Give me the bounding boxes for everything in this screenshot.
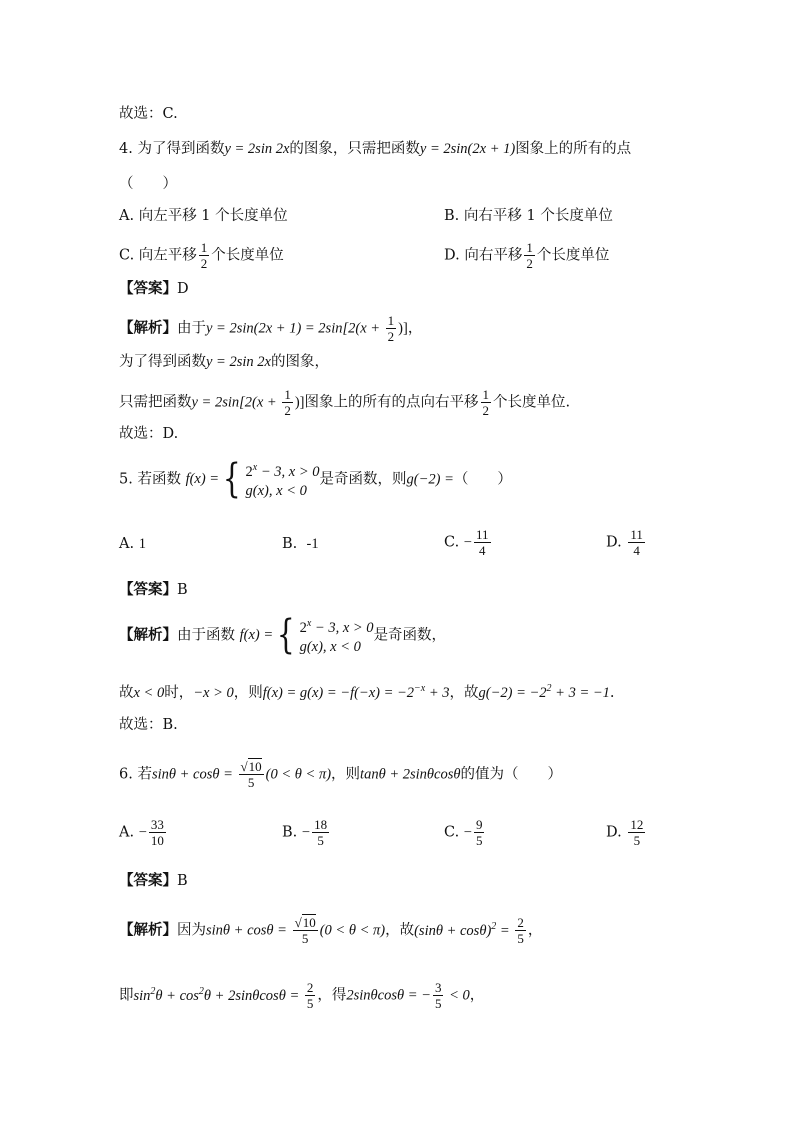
analysis-text: 为了得到函数 <box>119 354 206 370</box>
q4-answer <box>119 279 189 299</box>
case-1: $2^x - 3$, x > 0 <box>299 618 374 636</box>
math-expression: y = 2sin[2(x + <box>191 394 281 411</box>
q4-option-b <box>444 206 613 226</box>
analysis-tag: 【解析】 <box>119 319 177 337</box>
denominator: 2 <box>284 403 291 418</box>
option-label: A. <box>119 824 135 841</box>
answer-blank: （ ） <box>503 766 562 783</box>
denominator: 5 <box>306 996 314 1011</box>
cases <box>246 458 320 501</box>
answer-value: D <box>177 281 189 297</box>
fraction <box>628 818 645 847</box>
fraction <box>474 528 491 557</box>
denominator: 2 <box>200 256 208 271</box>
math-expression: tanθ + 2sinθcosθ <box>360 766 461 783</box>
q3-conclusion <box>119 104 178 124</box>
option-text: 向左平移 <box>138 247 197 264</box>
option-label: C. <box>444 534 460 551</box>
analysis-text: 图象上的所有的点向右平移 <box>304 394 479 411</box>
q5-conclusion <box>119 715 178 735</box>
q5-option-a <box>119 534 146 554</box>
question-number: 4. <box>119 141 133 157</box>
cases <box>300 614 374 657</box>
numerator: 33 <box>150 817 164 832</box>
numerator: 1 <box>387 313 395 328</box>
analysis-text: 由于函数 <box>177 627 235 644</box>
numerator: 3 <box>434 980 442 995</box>
fraction <box>305 981 316 1010</box>
math-expression: sinθ + cosθ = <box>206 922 291 939</box>
math-expression: (0 < θ < π) <box>265 766 332 783</box>
q4-option-d <box>444 241 609 270</box>
math-expression: $g(-2) = -2^2 + 3 = -1$ <box>478 683 610 701</box>
analysis-text: 的图象， <box>270 354 329 370</box>
math-expression: y = 2sin(2x + 1) <box>419 141 516 157</box>
stem-text: 为了得到函数 <box>137 141 225 157</box>
option-label: B. <box>282 824 298 841</box>
math-expression: −x > 0 <box>193 684 234 701</box>
q4-analysis-line1 <box>119 314 422 343</box>
option-label: C. <box>119 247 135 264</box>
numerator: 1 <box>284 387 291 402</box>
answer-blank: （ ） <box>453 471 512 488</box>
q4-option-c <box>119 241 284 270</box>
denominator: 5 <box>475 833 483 848</box>
conclusion-text: 故选：C. <box>119 106 178 122</box>
option-value: 1 <box>138 536 146 552</box>
fraction <box>524 241 535 270</box>
case-1: $2^x - 3$, x > 0 <box>245 462 320 480</box>
analysis-text: 由于 <box>177 320 206 337</box>
q6-stem: 6. 若sinθ + cosθ = $\frac{√10}{5}$ (0 < θ < π)，则tanθ + 2sinθcosθ的值为（ ） <box>119 759 562 790</box>
option-label: B. <box>282 536 298 552</box>
math-expression: y = 2sin(2x + 1) = 2sin[2(x + <box>206 320 384 337</box>
option-label: B. <box>444 208 460 224</box>
fraction: $\frac{√10}{5}$ <box>294 915 316 946</box>
q5-answer <box>119 580 188 600</box>
option-text: 向右平移 1 个长度单位 <box>463 208 613 224</box>
fraction <box>199 241 210 270</box>
numerator: 11 <box>630 527 643 542</box>
analysis-tag: 【解析】 <box>119 626 177 644</box>
stem-text: 若 <box>137 766 152 783</box>
denominator: 2 <box>387 329 395 344</box>
option-label: D. <box>444 247 460 264</box>
conclusion-text: 故选：D. <box>119 426 179 442</box>
analysis-tag: 【解析】 <box>119 921 177 939</box>
math-expression: )] <box>294 394 305 411</box>
q5-analysis-line1 <box>119 614 446 657</box>
q6-option-a: A. − $\frac{33}{10}$ <box>119 817 164 848</box>
q4-paren <box>119 174 177 194</box>
math-expression: y = 2sin 2x <box>224 141 290 157</box>
option-text: 向左平移 1 个长度单位 <box>138 208 288 224</box>
math-expression: sinθ + cosθ = <box>151 766 237 783</box>
conclusion-text: 故选：B. <box>119 717 178 733</box>
question-number: 5. <box>119 471 133 488</box>
denominator: 5 <box>434 996 442 1011</box>
answer-value: B <box>177 582 188 598</box>
math-expression: f(x) = <box>185 471 220 488</box>
q4-analysis-line2 <box>119 352 329 372</box>
q4-conclusion <box>119 424 178 444</box>
fraction <box>481 388 492 417</box>
fraction <box>433 981 444 1010</box>
stem-text: 的图象，只需把函数 <box>289 141 420 157</box>
fraction <box>312 818 329 847</box>
numerator: 9 <box>475 817 483 832</box>
q4-stem <box>119 139 631 159</box>
q5-option-b <box>282 534 319 554</box>
numerator: 2 <box>306 980 314 995</box>
stem-text: 图象上的所有的点 <box>515 141 632 157</box>
case-2: g(x), x < 0 <box>299 638 361 655</box>
math-expression: f(x) = <box>239 627 274 644</box>
radicand: 10 <box>248 759 262 774</box>
question-number: 6. <box>119 766 133 783</box>
numerator: 1 <box>482 387 490 402</box>
denominator: 2 <box>482 403 490 418</box>
fraction: $\frac{√10}{5}$ <box>240 759 262 790</box>
math-expression: (0 < θ < π) <box>319 922 386 939</box>
q6-analysis-line2: 即$\sin^2\theta + \cos^2\theta + 2\sin\theta\cos\theta$ = $\frac{2}{5}$ ，得2sinθcosθ = − $\frac{3}{5}$ < 0， <box>119 980 485 1011</box>
numerator: 2 <box>517 915 524 930</box>
denominator: 4 <box>479 543 486 558</box>
fraction <box>149 818 166 847</box>
radicand: 10 <box>302 915 316 930</box>
option-value: -1 <box>306 536 319 552</box>
analysis-text: ， <box>407 320 423 337</box>
stem-text: 是奇函数，则 <box>319 471 407 488</box>
fraction <box>515 916 526 945</box>
option-label: A. <box>119 208 135 224</box>
q5-analysis-line2: 故x < 0时，−x > 0，则$f(x) = g(x) = -f(-x) = -2^{-x} + 3$，故$g(-2) = -2^2 + 3 = -1$. <box>119 683 615 701</box>
piecewise-function <box>240 614 374 657</box>
fraction <box>628 528 645 557</box>
option-text: 向右平移 <box>464 247 523 264</box>
analysis-text: 是奇函数， <box>373 627 447 644</box>
denominator: 5 <box>317 833 324 848</box>
denominator: 5 <box>517 931 524 946</box>
denominator: 5 <box>301 931 309 946</box>
math-expression: x < 0 <box>133 684 165 701</box>
denominator: 10 <box>150 833 164 848</box>
q6-answer <box>119 871 188 891</box>
left-brace-icon: { <box>222 456 241 503</box>
math-expression: y = 2sin 2x <box>206 354 271 370</box>
denominator: 2 <box>526 256 533 271</box>
q5-stem <box>119 458 512 501</box>
q6-analysis-line1: 【解析】因为sinθ + cosθ = $\frac{√10}{5}$ (0 < θ < π)，故$(\sin\theta + \cos\theta)^2$ = $\frac{2}{5}$ ， <box>119 915 543 946</box>
option-label: A. <box>119 536 135 552</box>
answer-tag: 【答案】 <box>119 280 177 297</box>
math-expression: 2sinθcosθ = − <box>346 987 431 1004</box>
numerator: 12 <box>630 817 644 832</box>
case-2: g(x), x < 0 <box>245 482 307 499</box>
option-text: 个长度单位 <box>211 247 284 264</box>
option-label: C. <box>444 824 460 841</box>
numerator: 1 <box>526 240 533 255</box>
analysis-text: 个长度单位. <box>493 394 571 411</box>
q5-option-d <box>606 528 647 557</box>
option-label: D. <box>606 534 622 551</box>
q6-option-d <box>606 818 647 847</box>
answer-tag: 【答案】 <box>119 581 177 598</box>
fraction <box>386 314 397 343</box>
math-expression: $(\sin\theta + \cos\theta)^2$ = <box>414 920 514 939</box>
piecewise-function <box>186 458 320 501</box>
denominator: 5 <box>633 833 641 848</box>
fraction <box>282 388 293 417</box>
analysis-text: 只需把函数 <box>119 394 192 411</box>
q4-analysis-line3 <box>119 388 570 417</box>
numerator: 1 <box>200 240 208 255</box>
numerator: 11 <box>475 527 489 542</box>
fraction <box>474 818 485 847</box>
q5-option-c: C. − $\frac{11}{4}$ <box>444 527 489 558</box>
q6-option-b: B. − $\frac{18}{5}$ <box>282 817 328 848</box>
math-expression: $\sin^2\theta + \cos^2\theta + 2\sin\theta\cos\theta$ = <box>133 985 303 1004</box>
math-expression: )] <box>398 320 408 337</box>
q6-option-c: C. − $\frac{9}{5}$ <box>444 817 483 848</box>
denominator: 4 <box>633 543 640 558</box>
math-expression: < 0 <box>445 987 470 1004</box>
stem-text: 若函数 <box>137 471 181 488</box>
option-text: 个长度单位 <box>536 247 610 264</box>
denominator: 5 <box>247 775 255 790</box>
math-expression: g(−2) = <box>406 471 454 488</box>
option-label: D. <box>606 824 622 841</box>
math-expression: $f(x) = g(x) = -f(-x) = -2^{-x} + 3$ <box>262 683 450 701</box>
answer-tag: 【答案】 <box>119 872 177 889</box>
q4-option-a <box>119 206 288 226</box>
numerator: 18 <box>314 817 328 832</box>
answer-value: B <box>177 873 188 889</box>
answer-blank: （ ） <box>119 176 177 192</box>
left-brace-icon: { <box>276 612 295 659</box>
